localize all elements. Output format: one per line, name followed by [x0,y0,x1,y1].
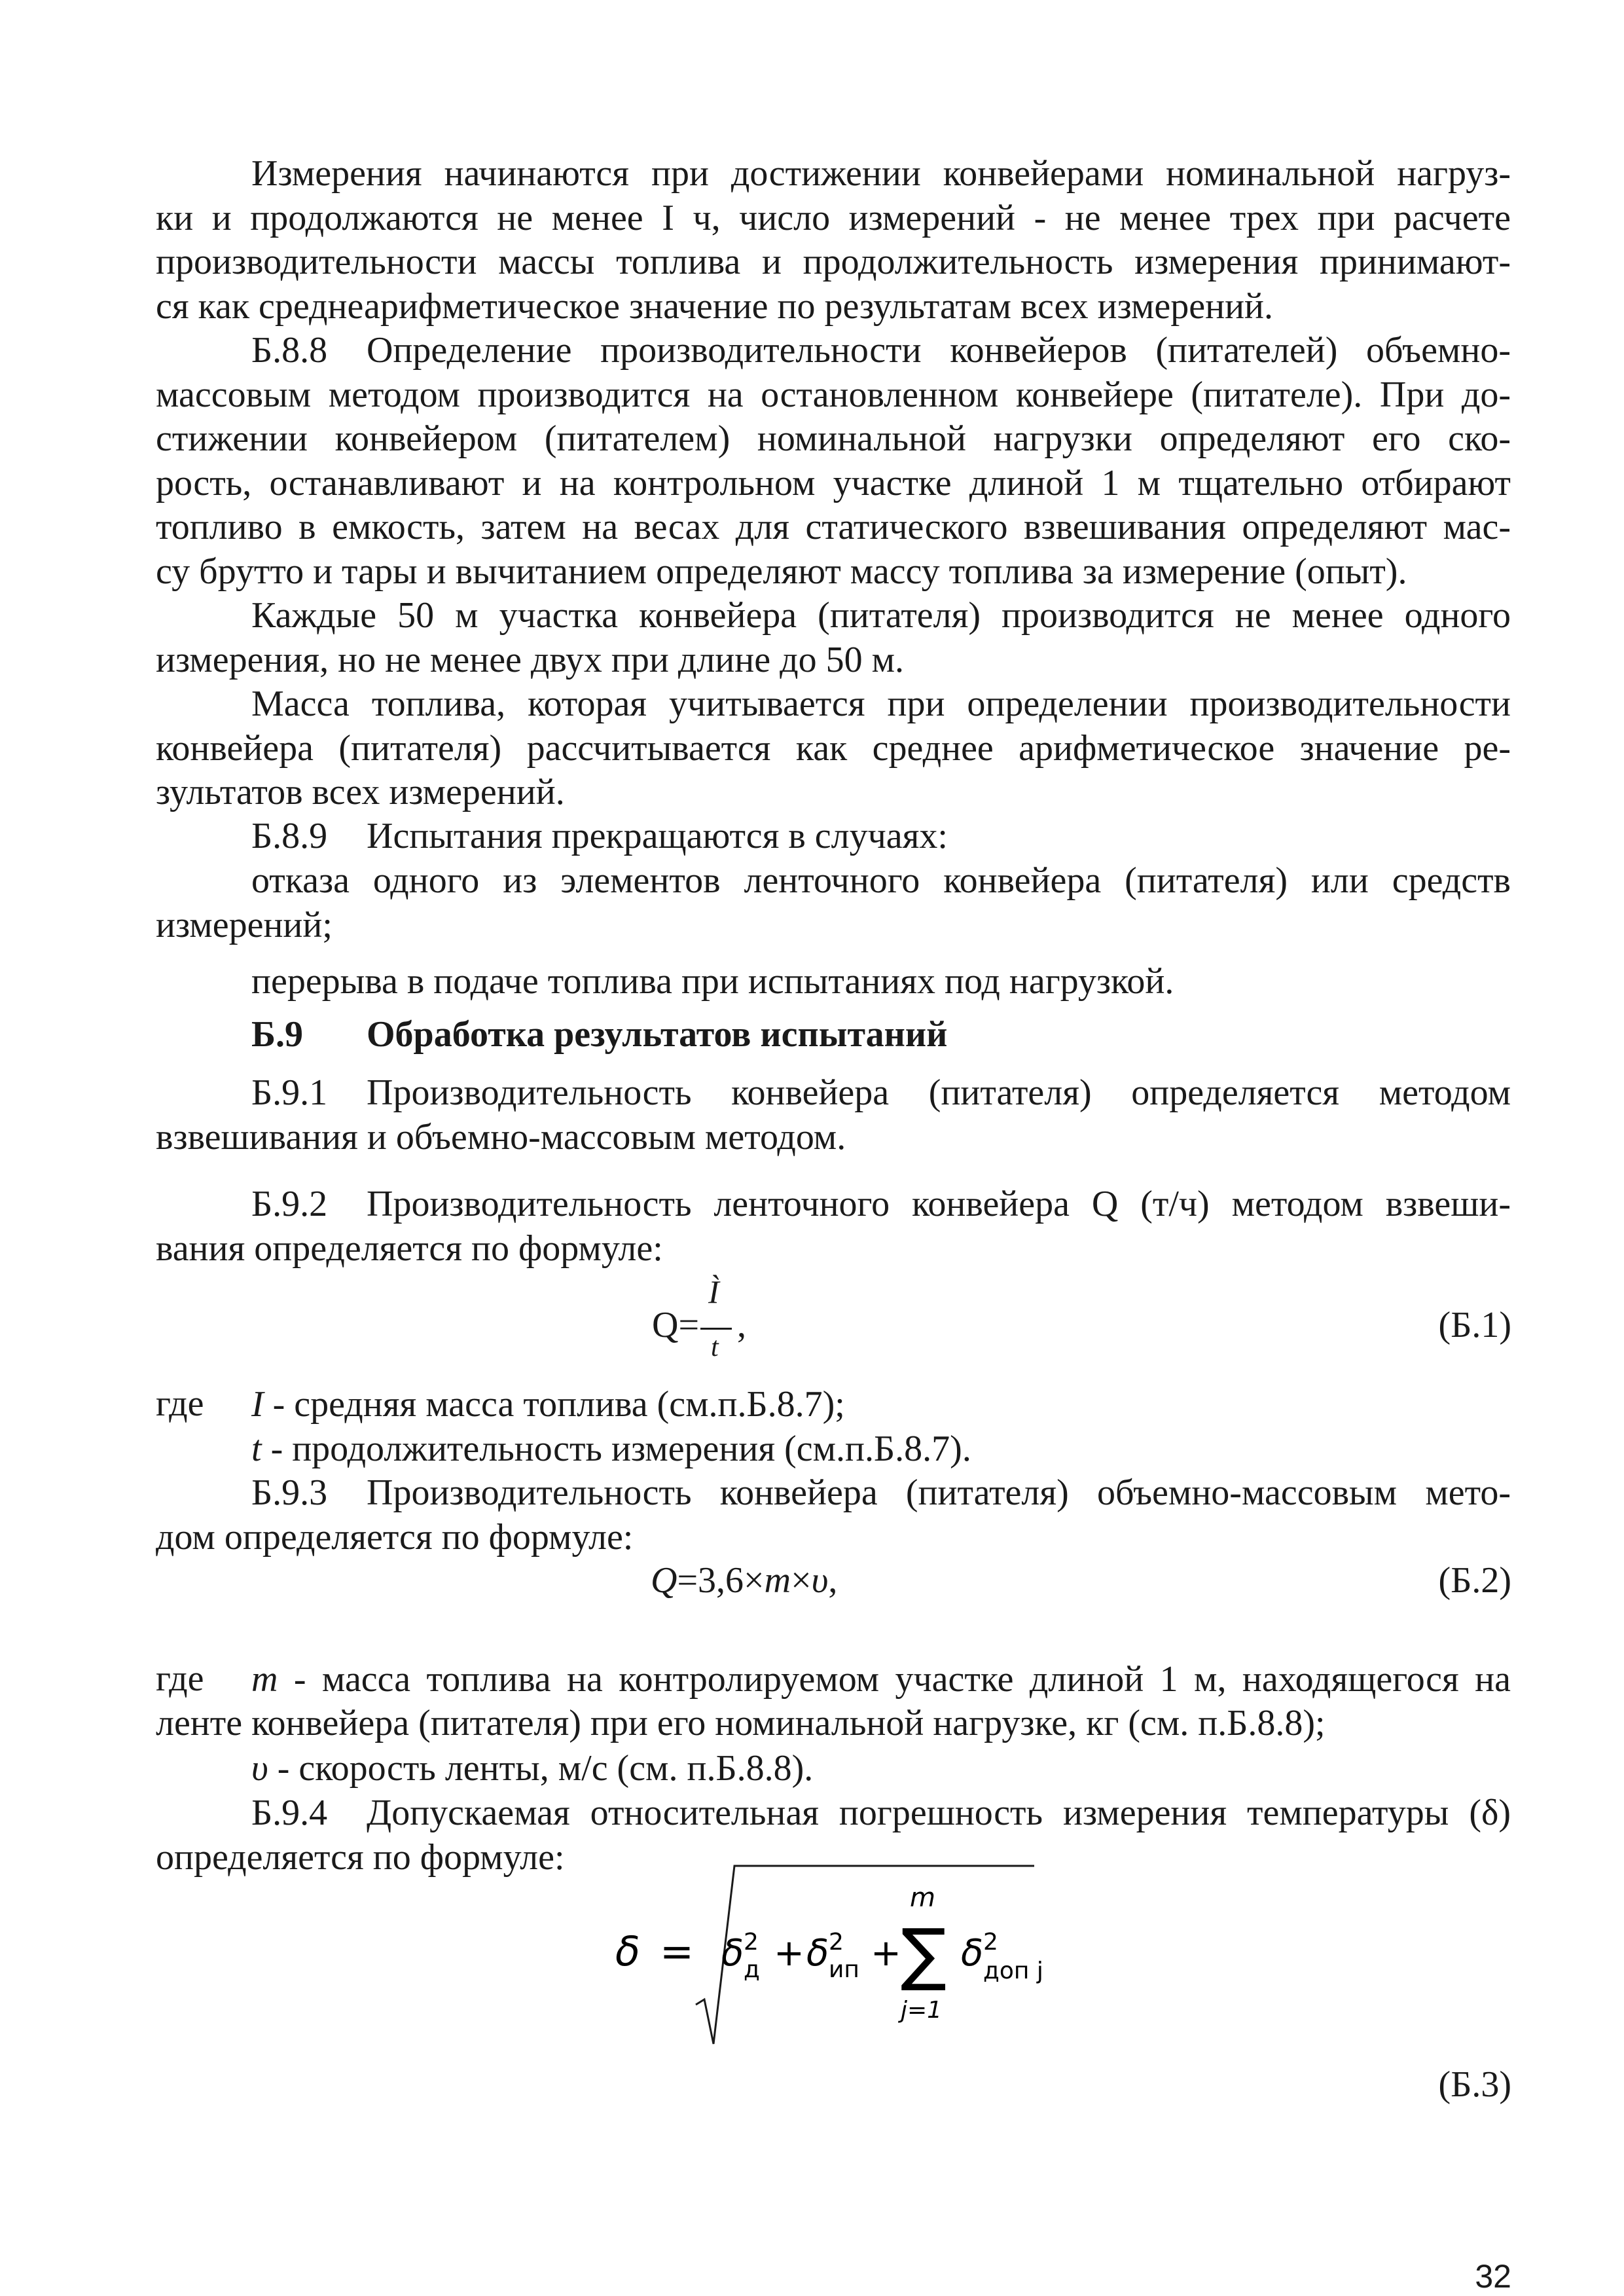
clause-number: Б.8.9 [251,816,328,856]
text-line: Каждые 50 м участка конвейера (питателя) производится не менее одного [251,595,1511,636]
text-line: Определение производительности конвейеров (питателей) объемно- [367,330,1511,371]
formula-denominator: t [711,1332,719,1362]
text-line: массовым методом производится на остановленном конвейере (питателе). При до- [156,374,1511,415]
text-line: стижении конвейером (питателем) номинальной нагрузки определяют его ско- [156,418,1511,459]
paragraph-b888 [156,329,1511,594]
term-delta: δ [961,1932,984,1975]
where-text: - продолжительность измерения (см.п.Б.8.7). [261,1429,971,1469]
term-sup: 2 [744,1929,759,1956]
where-text: - средняя масса топлива (см.п.Б.8.7); [263,1384,845,1425]
formula-numerator: Ì [708,1273,719,1310]
term-sub: ип [829,1956,859,1983]
paragraph-break: перерыва в подаче топлива при испытаниях под нагрузкой. [251,961,1174,1002]
formula-text: =3,6× [677,1560,765,1601]
clause-number: Б.9.3 [251,1472,328,1513]
paragraph-b893 [156,1471,1511,1559]
text-line: Производительность конвейера (питателя) определяется методом [367,1072,1511,1113]
text-line: Масса топлива, которая учитывается при определении производительности [251,683,1511,724]
formula-equals: = [660,1927,694,1975]
symbol: m [251,1659,278,1700]
term-sub: д [744,1956,760,1983]
where-item [251,1747,813,1791]
clause-number: Б.8.8 [251,330,328,371]
sum-upper-limit: m [910,1883,935,1913]
clause-number: Б.9.1 [251,1072,328,1113]
paragraph-failure [156,859,1511,947]
term-sup: 2 [983,1929,998,1956]
section-heading [251,1013,947,1055]
formula-b3 [589,1859,1087,2049]
sum-sign: ∑ [901,1914,947,1994]
text-line: Производительность ленточного конвейера Q (т/ч) методом взвеши- [367,1184,1511,1224]
paragraph-fuel-mass [156,682,1511,815]
text-line: Производительность конвейера (питателя) объемно-массовым мето- [367,1472,1511,1513]
text-line: Допускаемая относительная погрешность измерения температуры (δ) [367,1793,1511,1833]
equation-label: (Б.2) [1438,1560,1511,1601]
text-line: топливо в емкость, затем на весах для статического взвешивания определяют мас- [156,507,1511,547]
section-title: Обработка результатов испытаний [367,1014,948,1055]
symbol: υ [251,1748,268,1789]
formula-v: υ [811,1560,829,1601]
formula-m: m [764,1560,791,1601]
equation-label: (Б.3) [1438,2064,1511,2105]
where-item [251,1427,971,1472]
paragraph-every-50m [156,594,1511,682]
formula-lhs: Q= [652,1305,700,1345]
text-line: отказа одного из элементов ленточного конвейера (питателя) или средств [251,860,1511,901]
symbol: I [251,1384,264,1425]
clause-number: Б.9.2 [251,1184,328,1224]
paragraph-b889 [251,814,948,859]
sum-lower-limit: j=1 [901,1997,943,2024]
formula-times: × [791,1560,812,1601]
paragraph-measurements [156,152,1511,329]
section-number: Б.9 [251,1014,304,1055]
term-delta: δ [806,1932,829,1975]
term-delta: δ [721,1932,744,1975]
page-number: 32 [1475,2258,1511,2295]
text-line: дом определяется по формуле: [156,1516,634,1558]
fraction-bar [700,1328,732,1330]
text-line: определяется по формуле: [156,1836,565,1878]
text-line: измерения, но не менее двух при длине до 50 м. [156,639,905,680]
formula-tail: , [828,1560,838,1601]
term-sup: 2 [829,1929,844,1956]
text-line: вания определяется по формуле: [156,1228,663,1269]
text-line: измерений; [156,904,333,945]
where-text: - скорость ленты, м/с (см. п.Б.8.8). [268,1748,814,1789]
clause-number: Б.9.4 [251,1793,328,1833]
text-line: ки и продолжаются не менее I ч, число измерений - не менее трех при расчете [156,197,1511,238]
where-label: где [156,1658,204,1699]
text-line: Испытания прекращаются в случаях: [367,816,948,856]
symbol: t [251,1429,262,1469]
where-text: ленте конвейера (питателя) при его номинальной нагрузке, кг (см. п.Б.8.8); [156,1703,1326,1743]
plus-sign: + [774,1932,804,1975]
plus-sign: + [871,1932,901,1975]
formula-delta: δ [615,1927,640,1975]
equation-label: (Б.1) [1438,1305,1511,1345]
text-line: су брутто и тары и вычитанием определяют массу топлива за измерение (опыт). [156,551,1407,592]
text-line: ся как среднеарифметическое значение по результатам всех измерений. [156,285,1274,327]
formula-b2 [651,1559,837,1601]
where-item [251,1658,1511,1702]
term-sub: доп j [983,1958,1043,1984]
where-item [251,1383,845,1427]
formula-tail: , [737,1305,746,1345]
where-text: - масса топлива на контролируемом участке длиной 1 м, находящегося на [278,1659,1511,1700]
formula-q: Q [651,1560,677,1601]
text-line: рость, останавливают и на контрольном участке длиной 1 м тщательно отбирают [156,462,1511,503]
text-line: Измерения начинаются при достижении конвейерами номинальной нагруз- [251,153,1511,194]
text-line: конвейера (питателя) рассчитывается как среднее арифметическое значение ре- [156,727,1511,769]
text-line: зультатов всех измерений. [156,772,565,812]
text-line: производительности массы топлива и продолжительность измерения принимают- [156,242,1511,282]
paragraph-b891 [156,1071,1511,1159]
where-label: где [156,1383,204,1424]
paragraph-b892 [156,1182,1511,1271]
text-line: взвешивания и объемно-массовым методом. [156,1116,846,1157]
